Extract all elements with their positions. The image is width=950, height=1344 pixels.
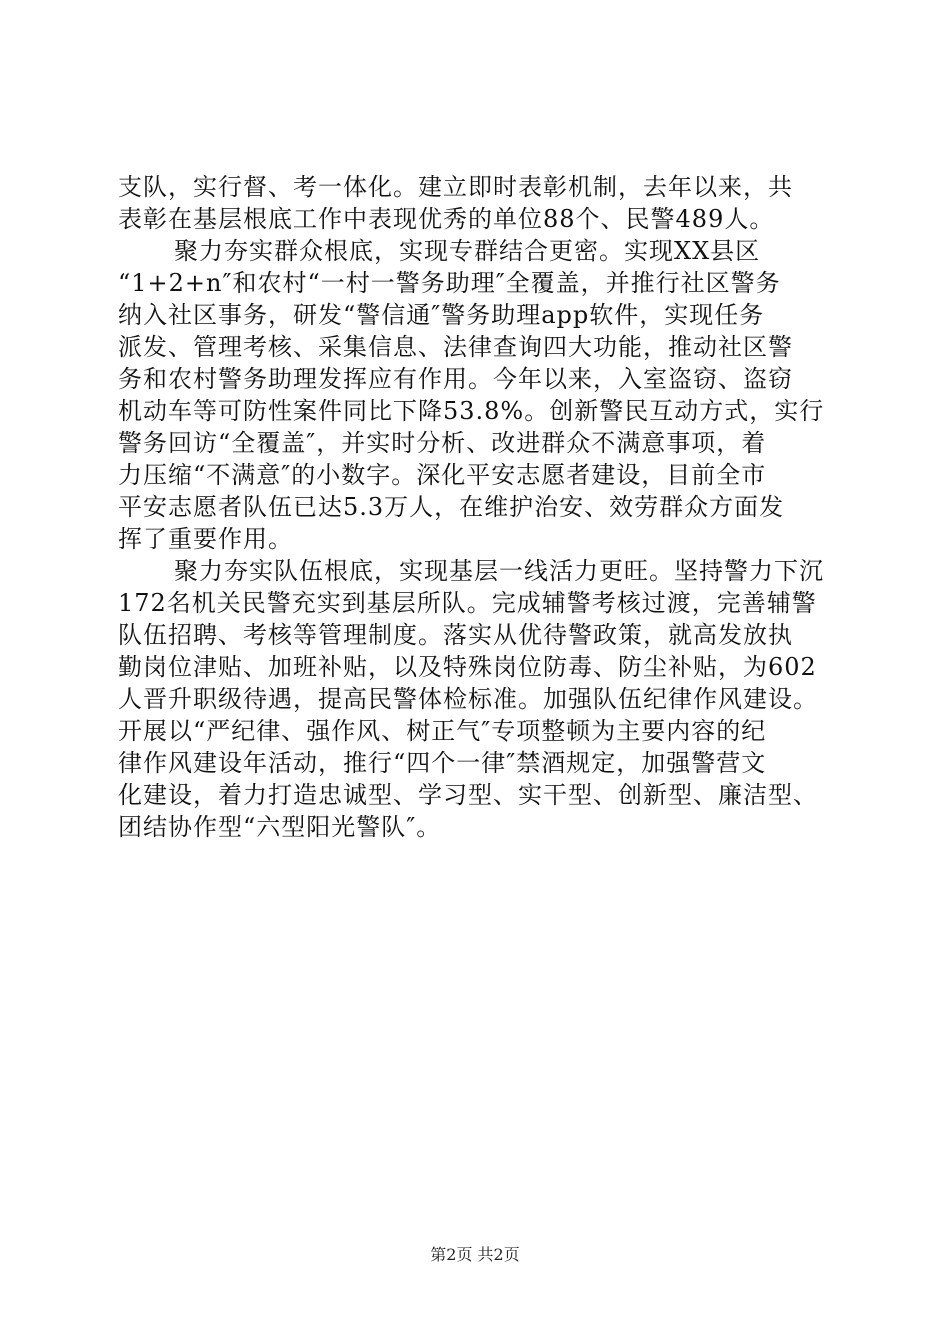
body-text bbox=[118, 171, 863, 843]
text-line: 团结协作型“六型阳光警队″。 bbox=[118, 813, 442, 841]
text-line: 勤岗位津贴、加班补贴，以及特殊岗位防毒、防尘补贴，为602 bbox=[118, 653, 817, 681]
text-line: “1+2+n″和农村“一村一警务助理″全覆盖，并推行社区警务 bbox=[118, 269, 781, 297]
text-line: 172名机关民警充实到基层所队。完成辅警考核过渡，完善辅警 bbox=[118, 589, 817, 617]
text-line: 纳入社区事务，研发“警信通″警务助理app软件，实现任务 bbox=[118, 301, 765, 329]
page-footer: 第2页 共2页 bbox=[430, 1245, 520, 1264]
text-line: 挥了重要作用。 bbox=[118, 525, 293, 553]
text-line: 化建设，着力打造忠诚型、学习型、实干型、创新型、廉洁型、 bbox=[118, 781, 818, 809]
text-line: 律作风建设年活动，推行“四个一律″禁酒规定，加强警营文 bbox=[118, 749, 767, 777]
text-line: 聚力夯实队伍根底，实现基层一线活力更旺。坚持警力下沉 bbox=[174, 557, 824, 585]
text-line: 表彰在基层根底工作中表现优秀的单位88个、民警489人。 bbox=[118, 205, 775, 233]
text-line: 警务回访“全覆盖″，并实时分析、改进群众不满意事项，着 bbox=[118, 429, 767, 457]
text-line: 开展以“严纪律、强作风、树正气″专项整顿为主要内容的纪 bbox=[118, 717, 767, 745]
text-line: 人晋升职级待遇，提高民警体检标准。加强队伍纪律作风建设。 bbox=[118, 685, 818, 713]
text-line: 务和农村警务助理发挥应有作用。今年以来，入室盗窃、盗窃 bbox=[118, 365, 793, 393]
text-line: 平安志愿者队伍已达5.3万人，在维护治安、效劳群众方面发 bbox=[118, 493, 785, 521]
text-line: 支队，实行督、考一体化。建立即时表彰机制，去年以来，共 bbox=[118, 173, 793, 201]
text-line: 队伍招聘、考核等管理制度。落实从优待警政策，就高发放执 bbox=[118, 621, 793, 649]
text-line: 机动车等可防性案件同比下降53.8%。创新警民互动方式，实行 bbox=[118, 397, 825, 425]
text-line: 力压缩“不满意″的小数字。深化平安志愿者建设，目前全市 bbox=[118, 461, 767, 489]
text-line: 派发、管理考核、采集信息、法律查询四大功能，推动社区警 bbox=[118, 333, 793, 361]
text-line: 聚力夯实群众根底，实现专群结合更密。实现XX县区 bbox=[174, 237, 761, 265]
